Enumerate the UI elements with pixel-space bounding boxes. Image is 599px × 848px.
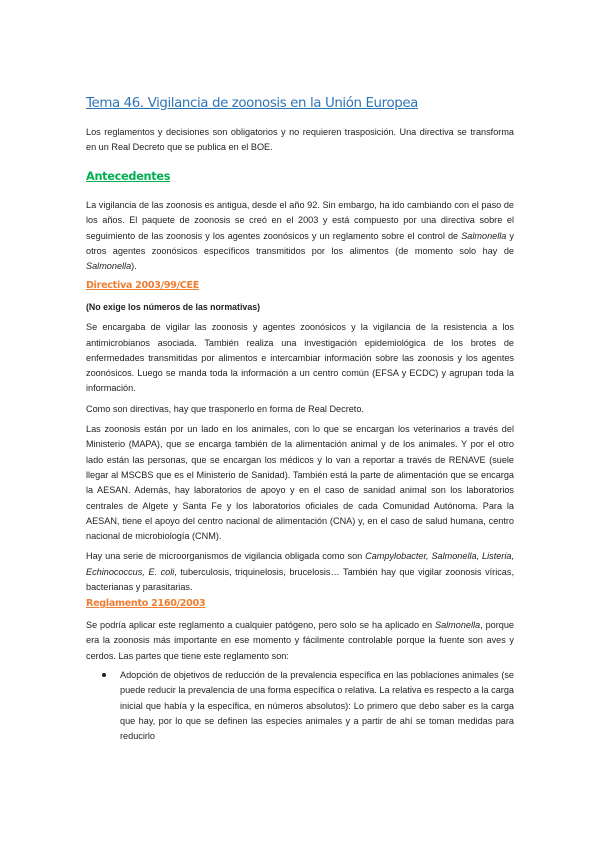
page-title: Tema 46. Vigilancia de zoonosis en la Unión Europea [86,96,418,111]
directiva-note: (No exige los números de las normativas) [86,302,261,312]
directiva-block [86,300,514,595]
directiva-paragraph-3: Las zoonosis están por un lado en los animales, con lo que se encargan los veterinarios a través del Ministerio (MAPA), que se encarga también de la alimentación animal y de los animales. Y por el otro lado están las personas, que se encargan los médicos y lo van a reportar a través de RENAVE (suele llegar al MSCBS que es el Ministerio de Sanidad). También está la parte de alimentación que se encarga la AESAN. Además, hay laboratorios de apoyo y en el caso de sanidad animal son los laboratorios centrales de Algete y Santa Fe y los laboratorios oficiales de cada Comunidad Autónoma. Para la AESAN, tiene el apoyo del centro nacional de alimentación (CNA) y, en el caso de salud humana, centro nacional de microbiología (CNM). [86,424,514,542]
directiva-paragraph-1: Se encargaba de vigilar las zoonosis y agentes zoonósicos y la vigilancia de la resistencia a los antimicrobianos asociada. También realiza una investigación epidemiológica de los brotes de enfermedades transmitidas por alimentos e intercambiar información sobre las zoonosis y los agentes zoonósicos. Luego se manda toda la información a un centro común (EFSA y ECDC) y agrupan toda la información. [86,322,514,394]
antecedentes-block [86,198,514,274]
intro-paragraph: Los reglamentos y decisiones son obligatorios y no requieren trasposición. Una directiva se transforma en un Real Decreto que se publica en el BOE. [86,127,514,153]
antecedentes-heading: Antecedentes [86,170,171,183]
intro-block [86,125,514,156]
reglamento-block [86,618,514,664]
directiva-paragraph-4: Hay una serie de microorganismos de vigilancia obligada como son Campylobacter, Salmonella, Listeria, Echinococcus, E. coli, tuberculosis, triquinelosis, brucelosis… También hay que vigilar zoonosis víricas, bacterianas y parasitarias. [86,551,514,593]
bullet-icon [102,673,106,677]
reglamento-paragraph: Se podría aplicar este reglamento a cualquier patógeno, pero solo se ha aplicado en Salmonella, porque era la zoonosis más importante en ese momento y fácilmente controlable porque la fuente son aves y cerdos. Las partes que tiene este reglamento son: [86,620,514,661]
reglamento-heading: Reglamento 2160/2003 [86,598,206,609]
directiva-paragraph-2: Como son directivas, hay que trasponerlo en forma de Real Decreto. [86,403,364,414]
directiva-heading: Directiva 2003/99/CEE [86,280,200,291]
bullet-text: Adopción de objetivos de reducción de la prevalencia específica en las poblaciones animales (se puede reducir la prevalencia de una forma específica o relativa. La relativa es respecto a la carga inicial que había y la específica, en números absolutos): Lo primero que debo saber es la carga que hay, por lo que se definen las especies animales y a partir de ahí se toman medidas para reducirlo [120,670,514,742]
antecedentes-paragraph: La vigilancia de las zoonosis es antigua, desde el año 92. Sin embargo, ha ido cambiando con el paso de los años. El paquete de zoonosis se creó en el 2003 y está compuesto por una directiva sobre el seguimiento de las zoonosis y los agentes zoonósicos y un reglamento sobre el control de Salmonella y otros agentes zoonósicos específicos transmitidos por los alimentos (de momento solo hay de Salmonella). [86,200,514,272]
